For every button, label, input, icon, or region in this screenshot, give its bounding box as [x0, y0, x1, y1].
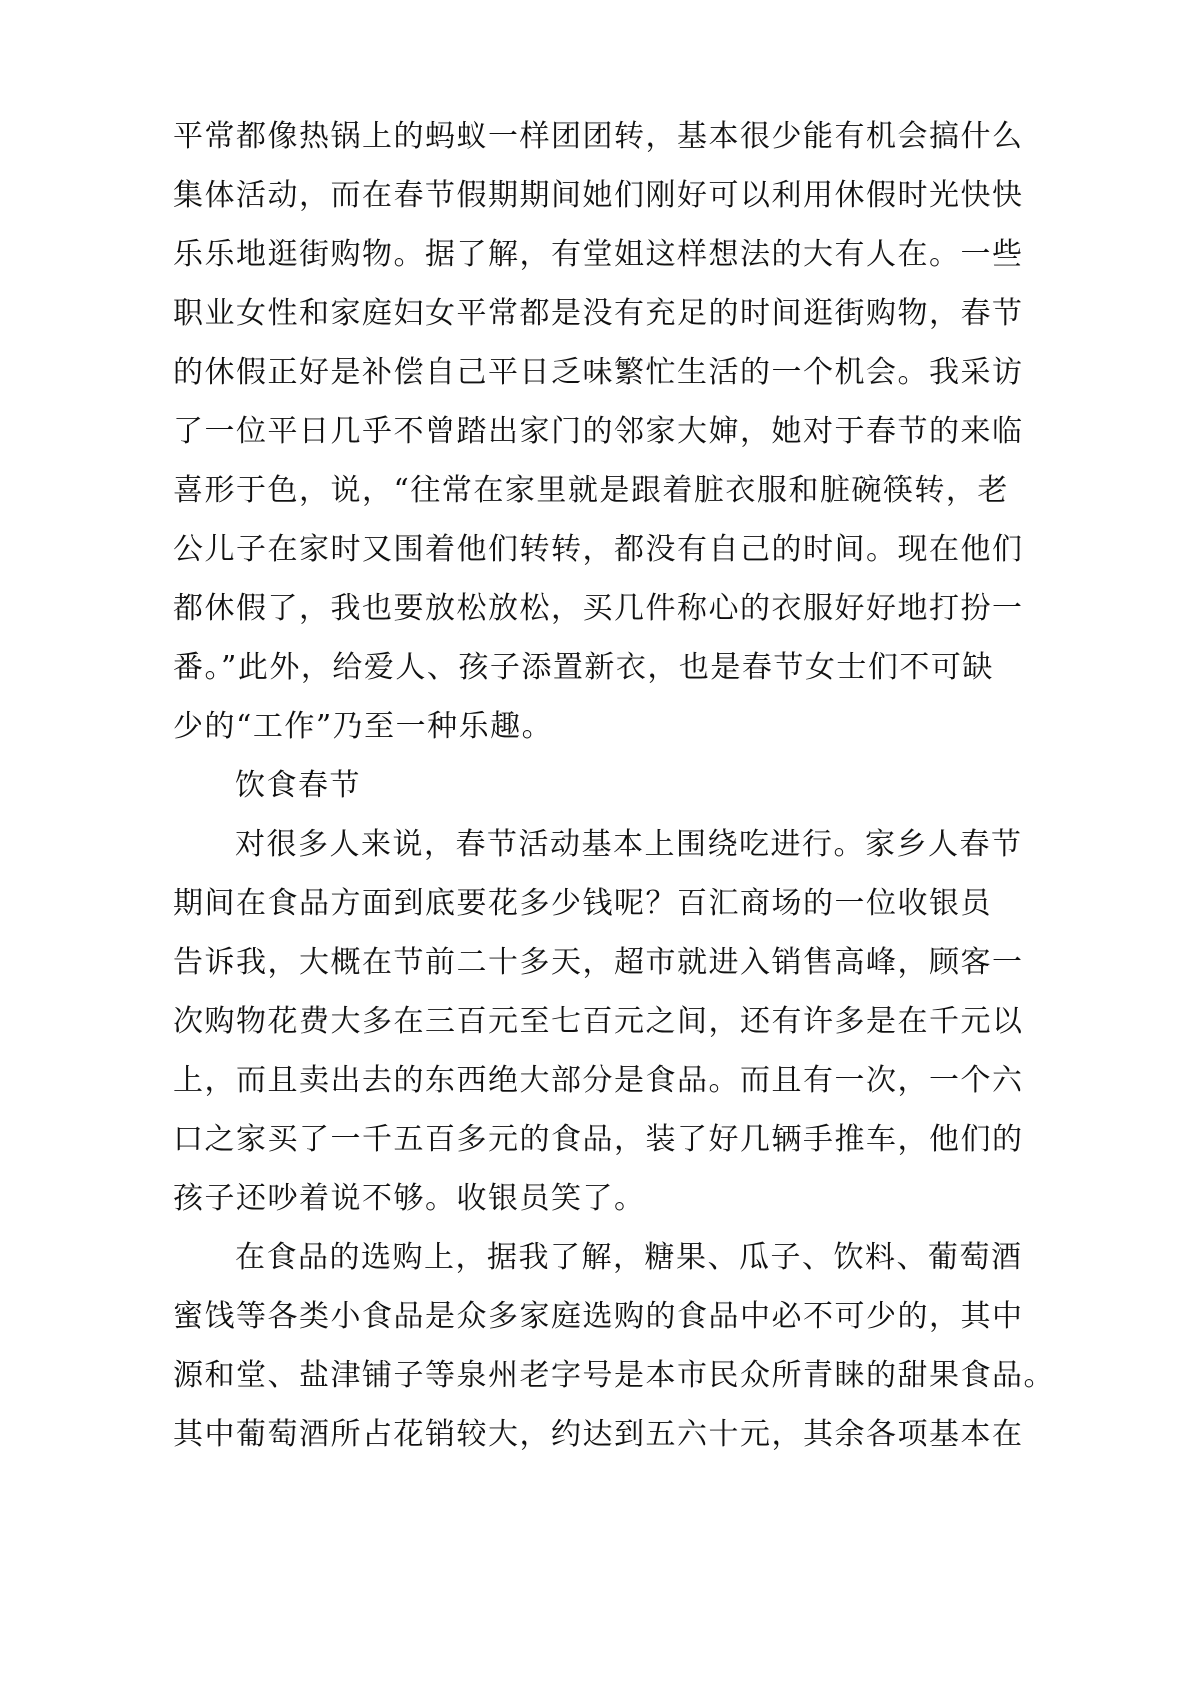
- text-line: 乐乐地逛街购物。据了解，有堂姐这样想法的大有人在。一些: [173, 237, 1024, 272]
- text-line: 公儿子在家时又围着他们转转，都没有自己的时间。现在他们: [173, 532, 1024, 567]
- text-line: 在食品的选购上，据我了解，糖果、瓜子、饮料、葡萄酒: [235, 1240, 1023, 1275]
- text-line: 口之家买了一千五百多元的食品，装了好几辆手推车，他们的: [173, 1122, 1024, 1157]
- text-line: 孩子还吵着说不够。收银员笑了。: [173, 1181, 646, 1216]
- text-line: 次购物花费大多在三百元至七百元之间，还有许多是在千元以: [173, 1004, 1024, 1039]
- text-line: 期间在食品方面到底要花多少钱呢？百汇商场的一位收银员: [173, 886, 992, 921]
- text-line: 少的“工作”乃至一种乐趣。: [173, 709, 554, 744]
- text-line: 番。”此外，给爱人、孩子添置新衣，也是春节女士们不可缺: [173, 650, 994, 685]
- text-line: 的休假正好是补偿自己平日乏味繁忙生活的一个机会。我采访: [173, 355, 1024, 390]
- text-line: 其中葡萄酒所占花销较大，约达到五六十元，其余各项基本在: [173, 1417, 1024, 1452]
- text-line: 集体活动，而在春节假期期间她们刚好可以利用休假时光快快: [173, 178, 1024, 213]
- text-line: 对很多人来说，春节活动基本上围绕吃进行。家乡人春节: [235, 827, 1023, 862]
- text-line: 平常都像热锅上的蚂蚁一样团团转，基本很少能有机会搞什么: [173, 119, 1024, 154]
- text-line: 了一位平日几乎不曾踏出家门的邻家大婶，她对于春节的来临: [173, 414, 1024, 449]
- text-line: 蜜饯等各类小食品是众多家庭选购的食品中必不可少的，其中: [173, 1299, 1024, 1334]
- text-line: 职业女性和家庭妇女平常都是没有充足的时间逛街购物，春节: [173, 296, 1024, 331]
- text-line: 上，而且卖出去的东西绝大部分是食品。而且有一次，一个六: [173, 1063, 1024, 1098]
- section-heading: 饮食春节: [235, 768, 361, 803]
- text-line: 都休假了，我也要放松放松，买几件称心的衣服好好地打扮一: [173, 591, 1024, 626]
- text-line: 告诉我，大概在节前二十多天，超市就进入销售高峰，顾客一: [173, 945, 1024, 980]
- text-line: 喜形于色，说，“往常在家里就是跟着脏衣服和脏碗筷转，老: [173, 473, 1009, 508]
- text-line: 源和堂、盐津铺子等泉州老字号是本市民众所青睐的甜果食品。: [173, 1358, 1055, 1393]
